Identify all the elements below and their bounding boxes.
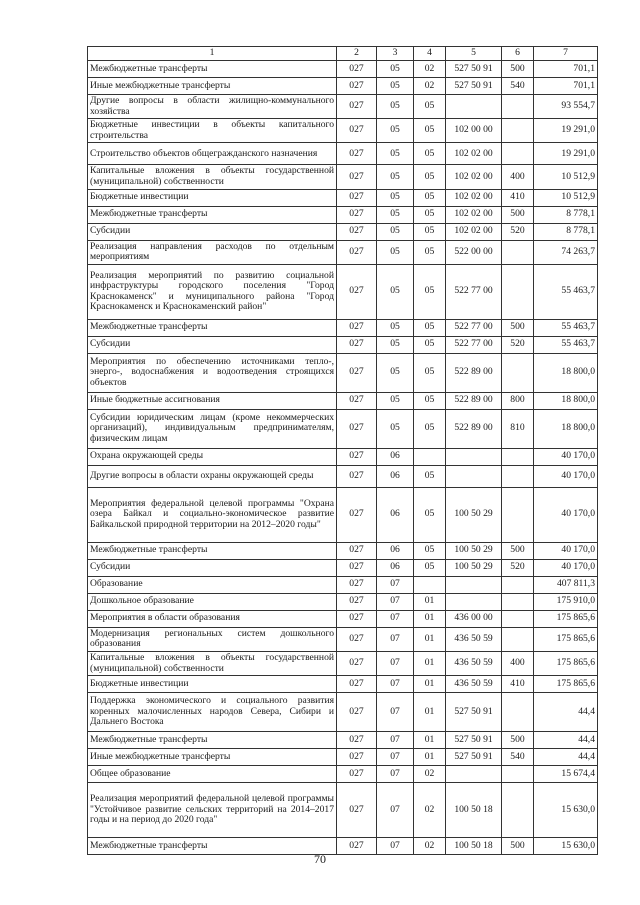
row-code-cell: 027: [337, 264, 377, 319]
row-subsection-cell: 02: [414, 783, 446, 838]
row-section-cell: 05: [377, 319, 414, 336]
row-amount-cell: 407 811,3: [534, 576, 598, 593]
row-expense-type-cell: [502, 627, 534, 651]
row-name-cell: Охрана окружающей среды: [88, 448, 337, 465]
row-code-cell: 027: [337, 693, 377, 732]
row-name-cell: Субсидии: [88, 223, 337, 240]
row-target-item-cell: 436 50 59: [446, 676, 502, 693]
row-subsection-cell: 01: [414, 749, 446, 766]
table-row: [88, 61, 598, 78]
row-code-cell: 027: [337, 240, 377, 264]
row-section-cell: 05: [377, 78, 414, 95]
row-expense-type-cell: 400: [502, 165, 534, 189]
row-section-cell: 06: [377, 487, 414, 542]
row-expense-type-cell: [502, 783, 534, 838]
table-row: [88, 409, 598, 448]
row-target-item-cell: [446, 448, 502, 465]
row-section-cell: 07: [377, 749, 414, 766]
row-amount-cell: 19 291,0: [534, 143, 598, 165]
row-section-cell: 05: [377, 61, 414, 78]
row-amount-cell: 55 463,7: [534, 319, 598, 336]
row-target-item-cell: 100 50 29: [446, 559, 502, 576]
row-target-item-cell: 102 00 00: [446, 119, 502, 143]
row-subsection-cell: 05: [414, 559, 446, 576]
row-expense-type-cell: [502, 143, 534, 165]
row-amount-cell: 18 800,0: [534, 392, 598, 409]
page-number: 70: [314, 852, 326, 866]
row-section-cell: 07: [377, 651, 414, 675]
row-code-cell: 027: [337, 143, 377, 165]
row-target-item-cell: 100 50 29: [446, 542, 502, 559]
row-code-cell: 027: [337, 448, 377, 465]
row-amount-cell: 44,4: [534, 749, 598, 766]
row-name-cell: Межбюджетные трансферты: [88, 319, 337, 336]
table-row: [88, 165, 598, 189]
row-name-cell: Реализация мероприятий федеральной целевой программы "Устойчивое развитие сельских территорий на 2014–2017 годы и на период до 2020 года": [88, 783, 337, 838]
row-amount-cell: 701,1: [534, 61, 598, 78]
table-row: [88, 487, 598, 542]
row-amount-cell: 15 630,0: [534, 783, 598, 838]
row-amount-cell: 74 263,7: [534, 240, 598, 264]
row-expense-type-cell: 410: [502, 676, 534, 693]
row-expense-type-cell: [502, 766, 534, 783]
row-subsection-cell: 05: [414, 336, 446, 353]
row-expense-type-cell: 500: [502, 542, 534, 559]
row-name-cell: Капитальные вложения в объекты государственной (муниципальной) собственности: [88, 165, 337, 189]
row-code-cell: 027: [337, 336, 377, 353]
table-row: [88, 542, 598, 559]
table-row: [88, 559, 598, 576]
row-name-cell: Другие вопросы в области охраны окружающей среды: [88, 465, 337, 487]
row-amount-cell: 175 865,6: [534, 627, 598, 651]
row-expense-type-cell: [502, 487, 534, 542]
table-row: [88, 448, 598, 465]
row-subsection-cell: 05: [414, 206, 446, 223]
row-name-cell: Межбюджетные трансферты: [88, 838, 337, 855]
row-expense-type-cell: 520: [502, 336, 534, 353]
row-target-item-cell: [446, 593, 502, 610]
row-subsection-cell: 02: [414, 838, 446, 855]
row-subsection-cell: 01: [414, 610, 446, 627]
row-code-cell: 027: [337, 95, 377, 119]
header-cell: 1: [88, 47, 337, 61]
table-row: [88, 78, 598, 95]
row-expense-type-cell: [502, 95, 534, 119]
row-target-item-cell: 522 89 00: [446, 392, 502, 409]
row-expense-type-cell: 400: [502, 651, 534, 675]
row-code-cell: 027: [337, 542, 377, 559]
row-code-cell: 027: [337, 319, 377, 336]
row-section-cell: 06: [377, 542, 414, 559]
row-name-cell: Реализация направления расходов по отдельным мероприятиям: [88, 240, 337, 264]
row-code-cell: 027: [337, 783, 377, 838]
row-subsection-cell: 05: [414, 465, 446, 487]
row-expense-type-cell: [502, 465, 534, 487]
row-code-cell: 027: [337, 838, 377, 855]
row-code-cell: 027: [337, 353, 377, 392]
table-row: [88, 206, 598, 223]
row-target-item-cell: 102 02 00: [446, 165, 502, 189]
row-name-cell: Мероприятия по обеспечению источниками тепло-, энерго-, водоснабжения и водоотведения строящихся объектов: [88, 353, 337, 392]
row-subsection-cell: 02: [414, 766, 446, 783]
row-name-cell: Мероприятия федеральной целевой программы "Охрана озера Байкал и социально-экономическое развитие Байкальской природной территории на 2012–2020 годы": [88, 487, 337, 542]
row-amount-cell: 44,4: [534, 693, 598, 732]
row-section-cell: 06: [377, 465, 414, 487]
header-cell: 6: [502, 47, 534, 61]
row-subsection-cell: 01: [414, 732, 446, 749]
row-name-cell: Субсидии юридическим лицам (кроме некоммерческих организаций), индивидуальным предпринимателям, физическим лицам: [88, 409, 337, 448]
row-code-cell: 027: [337, 119, 377, 143]
row-expense-type-cell: 500: [502, 206, 534, 223]
row-name-cell: Модернизация региональных систем дошкольного образования: [88, 627, 337, 651]
row-section-cell: 07: [377, 610, 414, 627]
header-row: [88, 47, 598, 61]
row-expense-type-cell: [502, 610, 534, 627]
row-subsection-cell: 05: [414, 487, 446, 542]
row-amount-cell: 18 800,0: [534, 409, 598, 448]
table-row: [88, 353, 598, 392]
header-cell: 3: [377, 47, 414, 61]
row-amount-cell: 15 674,4: [534, 766, 598, 783]
table-row: [88, 264, 598, 319]
row-name-cell: Другие вопросы в области жилищно-коммунального хозяйства: [88, 95, 337, 119]
row-amount-cell: 10 512,9: [534, 189, 598, 206]
row-code-cell: 027: [337, 189, 377, 206]
table-row: [88, 223, 598, 240]
row-amount-cell: 175 865,6: [534, 610, 598, 627]
row-code-cell: 027: [337, 676, 377, 693]
row-target-item-cell: 522 77 00: [446, 319, 502, 336]
row-target-item-cell: 522 77 00: [446, 336, 502, 353]
row-name-cell: Строительство объектов общегражданского назначения: [88, 143, 337, 165]
table-row: [88, 240, 598, 264]
row-expense-type-cell: 800: [502, 392, 534, 409]
row-target-item-cell: 100 50 18: [446, 783, 502, 838]
table-row: [88, 319, 598, 336]
table-row: [88, 676, 598, 693]
row-section-cell: 07: [377, 693, 414, 732]
row-target-item-cell: 100 50 18: [446, 838, 502, 855]
row-section-cell: 05: [377, 264, 414, 319]
row-target-item-cell: 522 77 00: [446, 264, 502, 319]
row-subsection-cell: 05: [414, 409, 446, 448]
row-target-item-cell: 527 50 91: [446, 61, 502, 78]
row-section-cell: 07: [377, 732, 414, 749]
row-section-cell: 07: [377, 676, 414, 693]
row-name-cell: Межбюджетные трансферты: [88, 732, 337, 749]
row-section-cell: 05: [377, 336, 414, 353]
row-amount-cell: 55 463,7: [534, 264, 598, 319]
row-subsection-cell: 05: [414, 264, 446, 319]
row-subsection-cell: [414, 448, 446, 465]
row-name-cell: Субсидии: [88, 559, 337, 576]
row-expense-type-cell: [502, 448, 534, 465]
row-expense-type-cell: 540: [502, 749, 534, 766]
row-name-cell: Капитальные вложения в объекты государственной (муниципальной) собственности: [88, 651, 337, 675]
row-amount-cell: 19 291,0: [534, 119, 598, 143]
row-code-cell: 027: [337, 206, 377, 223]
row-code-cell: 027: [337, 749, 377, 766]
row-subsection-cell: 05: [414, 353, 446, 392]
table-row: [88, 143, 598, 165]
row-name-cell: Межбюджетные трансферты: [88, 542, 337, 559]
row-target-item-cell: [446, 95, 502, 119]
table-row: [88, 465, 598, 487]
row-expense-type-cell: [502, 240, 534, 264]
row-amount-cell: 701,1: [534, 78, 598, 95]
row-name-cell: Бюджетные инвестиции: [88, 676, 337, 693]
row-expense-type-cell: [502, 593, 534, 610]
header-cell: 2: [337, 47, 377, 61]
row-expense-type-cell: 500: [502, 838, 534, 855]
row-section-cell: 05: [377, 392, 414, 409]
row-amount-cell: 175 865,6: [534, 651, 598, 675]
row-code-cell: 027: [337, 165, 377, 189]
row-expense-type-cell: 540: [502, 78, 534, 95]
row-section-cell: 07: [377, 593, 414, 610]
row-name-cell: Межбюджетные трансферты: [88, 61, 337, 78]
row-amount-cell: 40 170,0: [534, 448, 598, 465]
row-section-cell: 07: [377, 783, 414, 838]
row-target-item-cell: 527 50 91: [446, 749, 502, 766]
row-expense-type-cell: [502, 264, 534, 319]
row-name-cell: Поддержка экономического и социального развития коренных малочисленных народов Севера, Сибири и Дальнего Востока: [88, 693, 337, 732]
row-expense-type-cell: [502, 119, 534, 143]
row-expense-type-cell: [502, 576, 534, 593]
row-section-cell: 05: [377, 223, 414, 240]
row-amount-cell: 40 170,0: [534, 465, 598, 487]
row-target-item-cell: 527 50 91: [446, 78, 502, 95]
table-row: [88, 610, 598, 627]
row-expense-type-cell: 520: [502, 559, 534, 576]
row-name-cell: Образование: [88, 576, 337, 593]
table-row: [88, 95, 598, 119]
row-subsection-cell: 05: [414, 143, 446, 165]
row-name-cell: Общее образование: [88, 766, 337, 783]
row-target-item-cell: 102 02 00: [446, 189, 502, 206]
row-subsection-cell: 01: [414, 593, 446, 610]
row-code-cell: 027: [337, 576, 377, 593]
row-amount-cell: 175 910,0: [534, 593, 598, 610]
budget-table: [87, 46, 598, 855]
row-target-item-cell: 522 89 00: [446, 353, 502, 392]
header-cell: 7: [534, 47, 598, 61]
table-row: [88, 392, 598, 409]
row-name-cell: Реализация мероприятий по развитию социальной инфраструктуры городского поселения "Город Краснокаменск" и муниципального района "Город Краснокаменск и Краснокаменский район": [88, 264, 337, 319]
row-target-item-cell: [446, 576, 502, 593]
row-amount-cell: 40 170,0: [534, 542, 598, 559]
row-target-item-cell: 102 02 00: [446, 143, 502, 165]
row-code-cell: 027: [337, 78, 377, 95]
row-subsection-cell: 05: [414, 223, 446, 240]
row-target-item-cell: 100 50 29: [446, 487, 502, 542]
row-code-cell: 027: [337, 651, 377, 675]
row-name-cell: Иные межбюджетные трансферты: [88, 749, 337, 766]
row-subsection-cell: [414, 576, 446, 593]
row-section-cell: 05: [377, 353, 414, 392]
table-row: [88, 732, 598, 749]
row-code-cell: 027: [337, 61, 377, 78]
row-subsection-cell: 05: [414, 319, 446, 336]
row-target-item-cell: 527 50 91: [446, 732, 502, 749]
row-target-item-cell: [446, 465, 502, 487]
row-target-item-cell: 522 89 00: [446, 409, 502, 448]
row-subsection-cell: 05: [414, 392, 446, 409]
row-name-cell: Бюджетные инвестиции: [88, 189, 337, 206]
row-amount-cell: 55 463,7: [534, 336, 598, 353]
row-amount-cell: 10 512,9: [534, 165, 598, 189]
header-cell: 5: [446, 47, 502, 61]
table-row: [88, 627, 598, 651]
row-amount-cell: 175 865,6: [534, 676, 598, 693]
row-code-cell: 027: [337, 593, 377, 610]
row-section-cell: 05: [377, 95, 414, 119]
row-amount-cell: 8 778,1: [534, 206, 598, 223]
row-code-cell: 027: [337, 627, 377, 651]
row-subsection-cell: 01: [414, 651, 446, 675]
table-row: [88, 651, 598, 675]
table-row: [88, 749, 598, 766]
row-expense-type-cell: 500: [502, 61, 534, 78]
table-row: [88, 783, 598, 838]
table-row: [88, 576, 598, 593]
row-section-cell: 07: [377, 766, 414, 783]
row-target-item-cell: 436 50 59: [446, 651, 502, 675]
row-section-cell: 05: [377, 206, 414, 223]
row-code-cell: 027: [337, 487, 377, 542]
row-section-cell: 07: [377, 627, 414, 651]
row-name-cell: Межбюджетные трансферты: [88, 206, 337, 223]
row-code-cell: 027: [337, 223, 377, 240]
row-expense-type-cell: [502, 693, 534, 732]
row-expense-type-cell: 520: [502, 223, 534, 240]
row-name-cell: Иные межбюджетные трансферты: [88, 78, 337, 95]
row-section-cell: 05: [377, 119, 414, 143]
row-expense-type-cell: [502, 353, 534, 392]
row-section-cell: 05: [377, 409, 414, 448]
table-row: [88, 189, 598, 206]
row-code-cell: 027: [337, 732, 377, 749]
row-subsection-cell: 05: [414, 165, 446, 189]
row-code-cell: 027: [337, 610, 377, 627]
row-target-item-cell: 102 02 00: [446, 223, 502, 240]
row-amount-cell: 15 630,0: [534, 838, 598, 855]
row-expense-type-cell: 410: [502, 189, 534, 206]
row-section-cell: 06: [377, 448, 414, 465]
row-subsection-cell: 01: [414, 627, 446, 651]
row-name-cell: Бюджетные инвестиции в объекты капитального строительства: [88, 119, 337, 143]
row-name-cell: Субсидии: [88, 336, 337, 353]
row-amount-cell: 40 170,0: [534, 487, 598, 542]
row-name-cell: Дошкольное образование: [88, 593, 337, 610]
row-subsection-cell: 02: [414, 61, 446, 78]
header-cell: 4: [414, 47, 446, 61]
row-target-item-cell: [446, 766, 502, 783]
row-subsection-cell: 05: [414, 542, 446, 559]
row-code-cell: 027: [337, 409, 377, 448]
row-subsection-cell: 05: [414, 95, 446, 119]
table-row: [88, 593, 598, 610]
row-name-cell: Иные бюджетные ассигнования: [88, 392, 337, 409]
row-subsection-cell: 02: [414, 78, 446, 95]
row-subsection-cell: 05: [414, 189, 446, 206]
row-section-cell: 05: [377, 143, 414, 165]
row-section-cell: 07: [377, 838, 414, 855]
row-target-item-cell: 436 50 59: [446, 627, 502, 651]
row-amount-cell: 44,4: [534, 732, 598, 749]
row-section-cell: 05: [377, 240, 414, 264]
row-subsection-cell: 01: [414, 693, 446, 732]
row-code-cell: 027: [337, 465, 377, 487]
row-target-item-cell: 522 00 00: [446, 240, 502, 264]
row-target-item-cell: 102 02 00: [446, 206, 502, 223]
row-target-item-cell: 527 50 91: [446, 693, 502, 732]
row-section-cell: 07: [377, 576, 414, 593]
row-section-cell: 06: [377, 559, 414, 576]
row-subsection-cell: 01: [414, 676, 446, 693]
table-row: [88, 693, 598, 732]
table-row: [88, 336, 598, 353]
row-target-item-cell: 436 00 00: [446, 610, 502, 627]
row-amount-cell: 93 554,7: [534, 95, 598, 119]
row-expense-type-cell: 500: [502, 732, 534, 749]
row-section-cell: 05: [377, 165, 414, 189]
row-expense-type-cell: 500: [502, 319, 534, 336]
row-code-cell: 027: [337, 559, 377, 576]
row-name-cell: Мероприятия в области образования: [88, 610, 337, 627]
row-amount-cell: 40 170,0: [534, 559, 598, 576]
table-row: [88, 119, 598, 143]
row-expense-type-cell: 810: [502, 409, 534, 448]
row-amount-cell: 18 800,0: [534, 353, 598, 392]
row-subsection-cell: 05: [414, 119, 446, 143]
row-amount-cell: 8 778,1: [534, 223, 598, 240]
row-section-cell: 05: [377, 189, 414, 206]
row-code-cell: 027: [337, 766, 377, 783]
table-row: [88, 766, 598, 783]
row-subsection-cell: 05: [414, 240, 446, 264]
row-code-cell: 027: [337, 392, 377, 409]
